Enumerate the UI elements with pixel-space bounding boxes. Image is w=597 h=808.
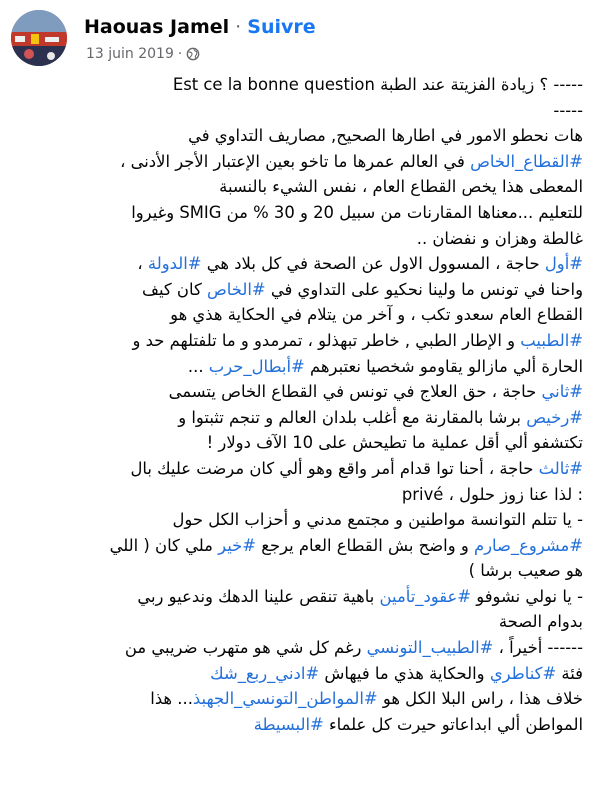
hashtag-link[interactable]: #ثاني <box>541 382 583 402</box>
post-meta <box>86 46 200 62</box>
hashtag-link[interactable]: #المواطن_التونسي_الجهبذ <box>192 689 378 709</box>
hashtag-link[interactable]: #القطاع_الخاص <box>470 151 583 171</box>
post-line: تكتشفو ألي أقل عملية ما تطيحش على 10 الآف دولار ! <box>206 433 583 453</box>
post-line: للتعليم ...معناها المقارنات من سبيل 20 و 30 % من SMIG وغيروا <box>131 202 583 222</box>
hashtag-link[interactable]: #الخاص <box>206 279 266 299</box>
post-text <box>0 72 583 737</box>
hashtag-link[interactable]: #أبطال_حرب <box>208 356 305 376</box>
post-line: #رخيص برشا بالمقارنة مع أغلب بلدان العالم و تنجم تثبتوا و <box>178 407 583 427</box>
post-line: #القطاع_الخاص في العالم عمرها ما تاخو بعين الإعتبار الأجر الأدنى ، <box>120 151 583 171</box>
post-line: - يا تتلم التوانسة مواطنين و مجتمع مدني و أحزاب الكل حول <box>172 510 583 530</box>
author-name[interactable]: Haouas Jamel <box>84 16 230 38</box>
hashtag-link[interactable]: #رخيص <box>526 407 583 427</box>
globe-icon <box>186 47 200 61</box>
hashtag-link[interactable]: #الدولة <box>147 254 202 274</box>
post-line: privé ، لذا عنا زوز حلول : <box>401 484 583 504</box>
post-line: بدوام الصحة <box>498 612 583 632</box>
post-line: هات نحطو الامور في اطارها الصحيح, مصاريف التداوي في <box>188 126 583 146</box>
post-header <box>0 0 597 68</box>
post-line: المعطى هذا يخص القطاع العام ، نفس الشيء بالنسبة <box>219 177 583 197</box>
post-line: - يا نولي نشوفو #عقود_تأمين باهية تنقص علينا الدهك وندعيو ربي <box>137 586 583 606</box>
post-line: #الطبيب و الإطار الطبي , خاطر تبهذلو ، تمرمدو و ما تلفتلهم حد و <box>132 330 583 350</box>
hashtag-link[interactable]: #مشروع_صارم <box>473 535 583 555</box>
hashtag-link[interactable]: #ادني_ربع_شك <box>210 663 320 683</box>
hashtag-link[interactable]: #عقود_تأمين <box>379 586 472 606</box>
post-date[interactable]: 13 juin 2019 <box>86 46 174 62</box>
post-line: واحنا في تونس ما ولينا نحكيو على التداوي في #الخاص كان كيف <box>141 279 583 299</box>
post-line: #ثالث حاجة ، أحنا توا قدام أمر واقع وهو ألي كان مرضت عليك بال <box>130 458 583 478</box>
post-line: المواطن ألي ابداعاتو حيرت كل علماء #البسيطة <box>253 714 583 734</box>
name-separator: · <box>229 16 248 38</box>
post-line: #ثاني حاجة ، حق العلاج في تونس في القطاع الخاص يتسمى <box>168 382 583 402</box>
post-line: ----- <box>553 100 583 120</box>
hashtag-link[interactable]: #خير <box>218 535 257 555</box>
hashtag-link[interactable]: #ثالث <box>538 458 583 478</box>
hashtag-link[interactable]: #الطبيب_التونسي <box>366 638 494 658</box>
avatar-image <box>11 10 67 66</box>
hashtag-link[interactable]: #كناطري <box>489 663 557 683</box>
post-line: القطاع العام سعدو تكب ، و آخر من يتلام في الحكاية هذي هو <box>170 305 583 325</box>
post-line: #أول حاجة ، المسوول الاول عن الصحة في كل بلاد هي #الدولة ، <box>137 254 583 274</box>
hashtag-link[interactable]: #الطبيب <box>520 330 583 350</box>
author-line <box>84 16 316 38</box>
follow-button[interactable]: Suivre <box>247 16 316 38</box>
post-line: #مشروع_صارم و واضح بش القطاع العام يرجع #خير ملي كان ( اللي <box>109 535 583 555</box>
post-line: خلاف هذا ، راس البلا الكل هو #المواطن_التونسي_الجهبذ... هذا <box>150 689 583 709</box>
post-line: ------ أخيراً ، #الطبيب_التونسي رغم كل شي هو متهرب ضريبي من <box>124 638 583 658</box>
post-line: هو صعيب برشا ) <box>468 561 583 581</box>
author-avatar[interactable] <box>11 10 67 66</box>
post-line: Est ce la bonne question ؟ زيادة الفزيتة عند الطبة ----- <box>172 75 583 94</box>
post-line: الحارة ألي مازالو يقاومو شخصيا نعتبرهم #أبطال_حرب ... <box>187 356 583 376</box>
date-separator: · <box>177 46 183 62</box>
post-line: فئة #كناطري والحكاية هذي ما فيهاش #ادني_ربع_شك <box>210 663 583 683</box>
hashtag-link[interactable]: #البسيطة <box>253 714 324 734</box>
hashtag-link[interactable]: #أول <box>544 254 583 274</box>
post-line: غالطة وهزان و نفضان .. <box>416 228 583 248</box>
